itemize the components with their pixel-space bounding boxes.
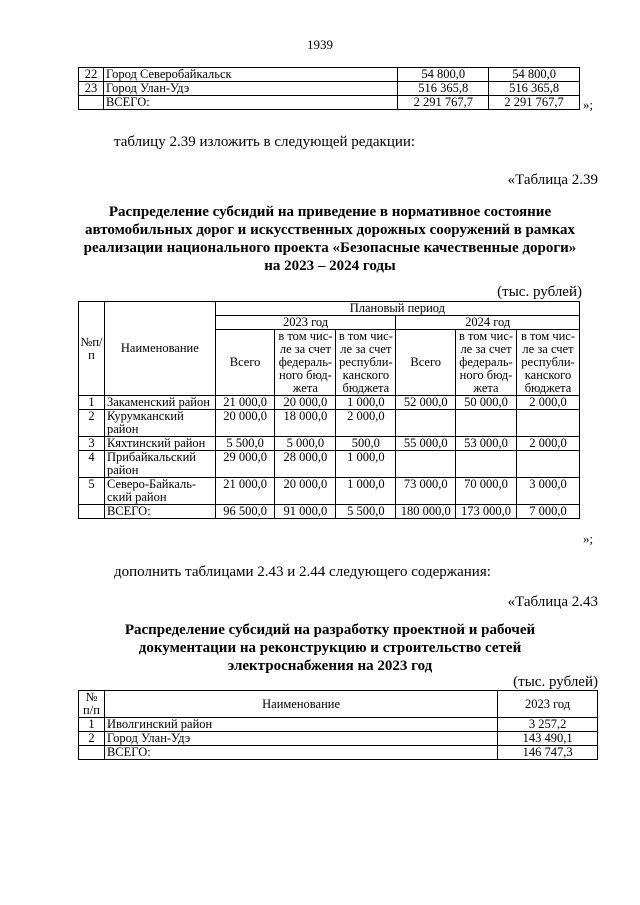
table-row: 2 Город Улан-Удэ 143 490,1 [79,732,598,746]
page-number: 1939 [307,37,333,52]
table-2-43 [78,690,598,760]
table-title: Распределение субсидий на приведение в нормативное состояние автомобильных дорог и искусственных дорожных сооружений в рамках реализации национального проекта «Безопасные качественные дороги» на 2023 – 2024 годы [83,204,577,274]
table-row: ВСЕГО: 2 291 767,7 2 291 767,7 [79,96,580,110]
table-row: 5 Северо-Байкаль- ский район 21 000,0 20 000,0 1 000,0 73 000,0 70 000,0 3 000,0 [79,478,580,505]
table-caption: «Таблица 2.43 [507,594,598,610]
table-header: № п/п Наименование 2023 год [79,691,598,718]
paragraph: дополнить таблицами 2.43 и 2.44 следующего содержания: [114,564,491,580]
table-caption: «Таблица 2.39 [507,172,598,188]
table-row: 1 Иволгинский район 3 257,2 [79,718,598,732]
table-row: ВСЕГО: 146 747,3 [79,746,598,760]
end-mark: »; [583,97,594,112]
paragraph: таблицу 2.39 изложить в следующей редакции: [114,134,416,150]
units-label: (тыс. рублей) [497,284,582,300]
table-row: 4 Прибайкальский район 29 000,0 28 000,0 1 000,0 [79,451,580,478]
table-row: 22 Город Северобайкальск 54 800,0 54 800,0 [79,68,580,82]
table-continuation [78,67,580,110]
header-period: Плановый период [215,302,579,316]
table-header [79,302,580,316]
units-label: (тыс. рублей) [513,674,598,690]
table-row: 1 Закаменский район 21 000,0 20 000,0 1 000,0 52 000,0 50 000,0 2 000,0 [79,396,580,410]
header-num: №п/п [79,302,105,396]
table-2-39: №п/п Наименование Плановый период 2023 год 2024 год Всего в том чис- ле за счет федераль- ного бюд- жета в том чис- ле за счет республи- канского бюджета Всего в том чис- ле за счет федераль- ного бюд- жета в том чис- ле за счет республи- канского бюджета 1 Закаменский район 21 000,0 20 000,0 1 000,0 52 000,0 50 000,0 2 000,0 2 Курумканский район 20 000,0 18 000,0 2 000,0 3 Кяхтинский район 5 500,0 5 000,0 500,0 55 000,0 53 000,0 2 000,0 4 Прибайкальский район 29 000,0 28 000,0 1 000,0 5 Северо-Байкаль- ский район 21 000,0 20 000,0 1 000,0 73 000,0 70 000,0 3 000,0 ВСЕГО: 96 500,0 91 000,0 5 500,0 180 000,0 173 000,0 7 000,0 [78,301,580,519]
table-row: 2 Курумканский район 20 000,0 18 000,0 2 000,0 [79,410,580,437]
header-name: Наименование [104,302,215,396]
table-title: Распределение субсидий на разработку проектной и рабочей документации на реконструкцию и строительство сетей электроснабжения на 2023 год [124,622,536,674]
table-row: 3 Кяхтинский район 5 500,0 5 000,0 500,0 55 000,0 53 000,0 2 000,0 [79,437,580,451]
end-mark: »; [583,531,594,546]
table-row: ВСЕГО: 96 500,0 91 000,0 5 500,0 180 000,0 173 000,0 7 000,0 [79,505,580,519]
table-row: 23 Город Улан-Удэ 516 365,8 516 365,8 [79,82,580,96]
